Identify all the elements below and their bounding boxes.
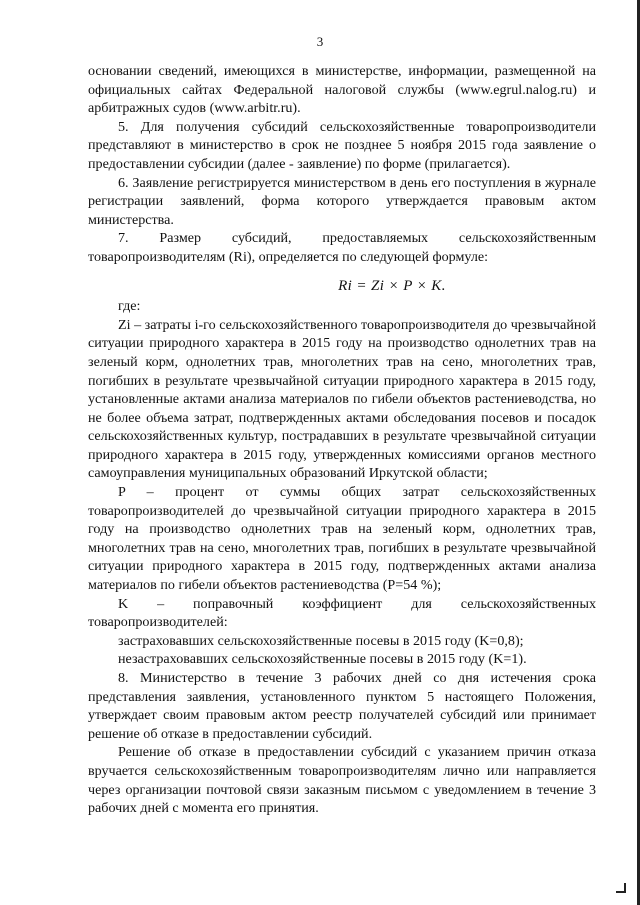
definition-k: K – поправочный коэффициент для сельскохозяйственных товаропроизводителей: <box>88 595 596 631</box>
document-body <box>88 62 596 818</box>
subsidy-formula: Ri = Zi × P × K. <box>338 277 446 294</box>
k-uninsured: незастраховавших сельскохозяйственные посевы в 2015 году (K=1). <box>118 651 527 668</box>
scan-corner-mark <box>616 883 626 893</box>
definition-zi: Zi – затраты i-го сельскохозяйственного товаропроизводителя до чрезвычайной ситуации природного характера в 2015 году на производство однолетних трав на зеленый корм, однолетних трав, многолетних трав на сено, многолетних трав, погибших в результате чрезвычайной ситуации природного характера в 2015 году, установленные актами анализа материалов по гибели объектов растениеводства, но не более объема затрат, подтвержденных актами обследования посевов и посадок сельскохозяйственных культур, пострадавших в результате чрезвычайной ситуации природного характера в 2015 году, утвержденных комиссиями органов местного самоуправления муниципальных образований Иркутской области; <box>88 316 596 482</box>
paragraph-6-registration: 6. Заявление регистрируется министерством в день его поступления в журнале регистрации заявлений, форма которого утверждается правовым актом министерства. <box>88 174 596 228</box>
paragraph-sources-continuation: основании сведений, имеющихся в министерстве, информации, размещенной на официальных сайтах Федеральной налоговой службы (www.egrul.nalog.ru) и арбитражных судов (www.arbitr.ru). <box>88 63 596 117</box>
where-label: где: <box>118 298 141 315</box>
paragraph-8-ministry-decision: 8. Министерство в течение 3 рабочих дней со дня истечения срока представления заявления, установленного пунктом 5 настоящего Положения, утверждает своим правовым актом реестр получателей субсидий или принимает решение об отказе в предоставлении субсидий. <box>88 670 596 742</box>
paragraph-5-application-deadline: 5. Для получения субсидий сельскохозяйственные товаропроизводители представляют в министерство в срок не позднее 5 ноября 2015 года заявление о предоставлении субсидии (далее - заявление) по форме (прилагается). <box>88 118 596 172</box>
page-number: 3 <box>316 34 324 49</box>
definition-p: P – процент от суммы общих затрат сельскохозяйственных товаропроизводителей до чрезвычайной ситуации природного характера в 2015 году на производство однолетних трав на зеленый корм, однолетних трав, многолетних трав на сено, многолетних трав, погибших в результате чрезвычайной ситуации природного характера в 2015 году, подтвержденных актами анализа материалов по гибели объектов растениеводства (P=54 %); <box>88 484 596 594</box>
paragraph-refusal-notice: Решение об отказе в предоставлении субсидий с указанием причин отказа вручается сельскохозяйственным товаропроизводителям лично или направляется через организации почтовой связи заказным письмом с уведомлением в течение 3 рабочих дней с момента его принятия. <box>88 744 596 817</box>
paragraph-7-subsidy-size: 7. Размер субсидий, предоставляемых сельскохозяйственным товаропроизводителям (Ri), определяется по следующей формуле: <box>88 230 596 265</box>
k-insured: застраховавших сельскохозяйственные посевы в 2015 году (K=0,8); <box>118 632 524 649</box>
